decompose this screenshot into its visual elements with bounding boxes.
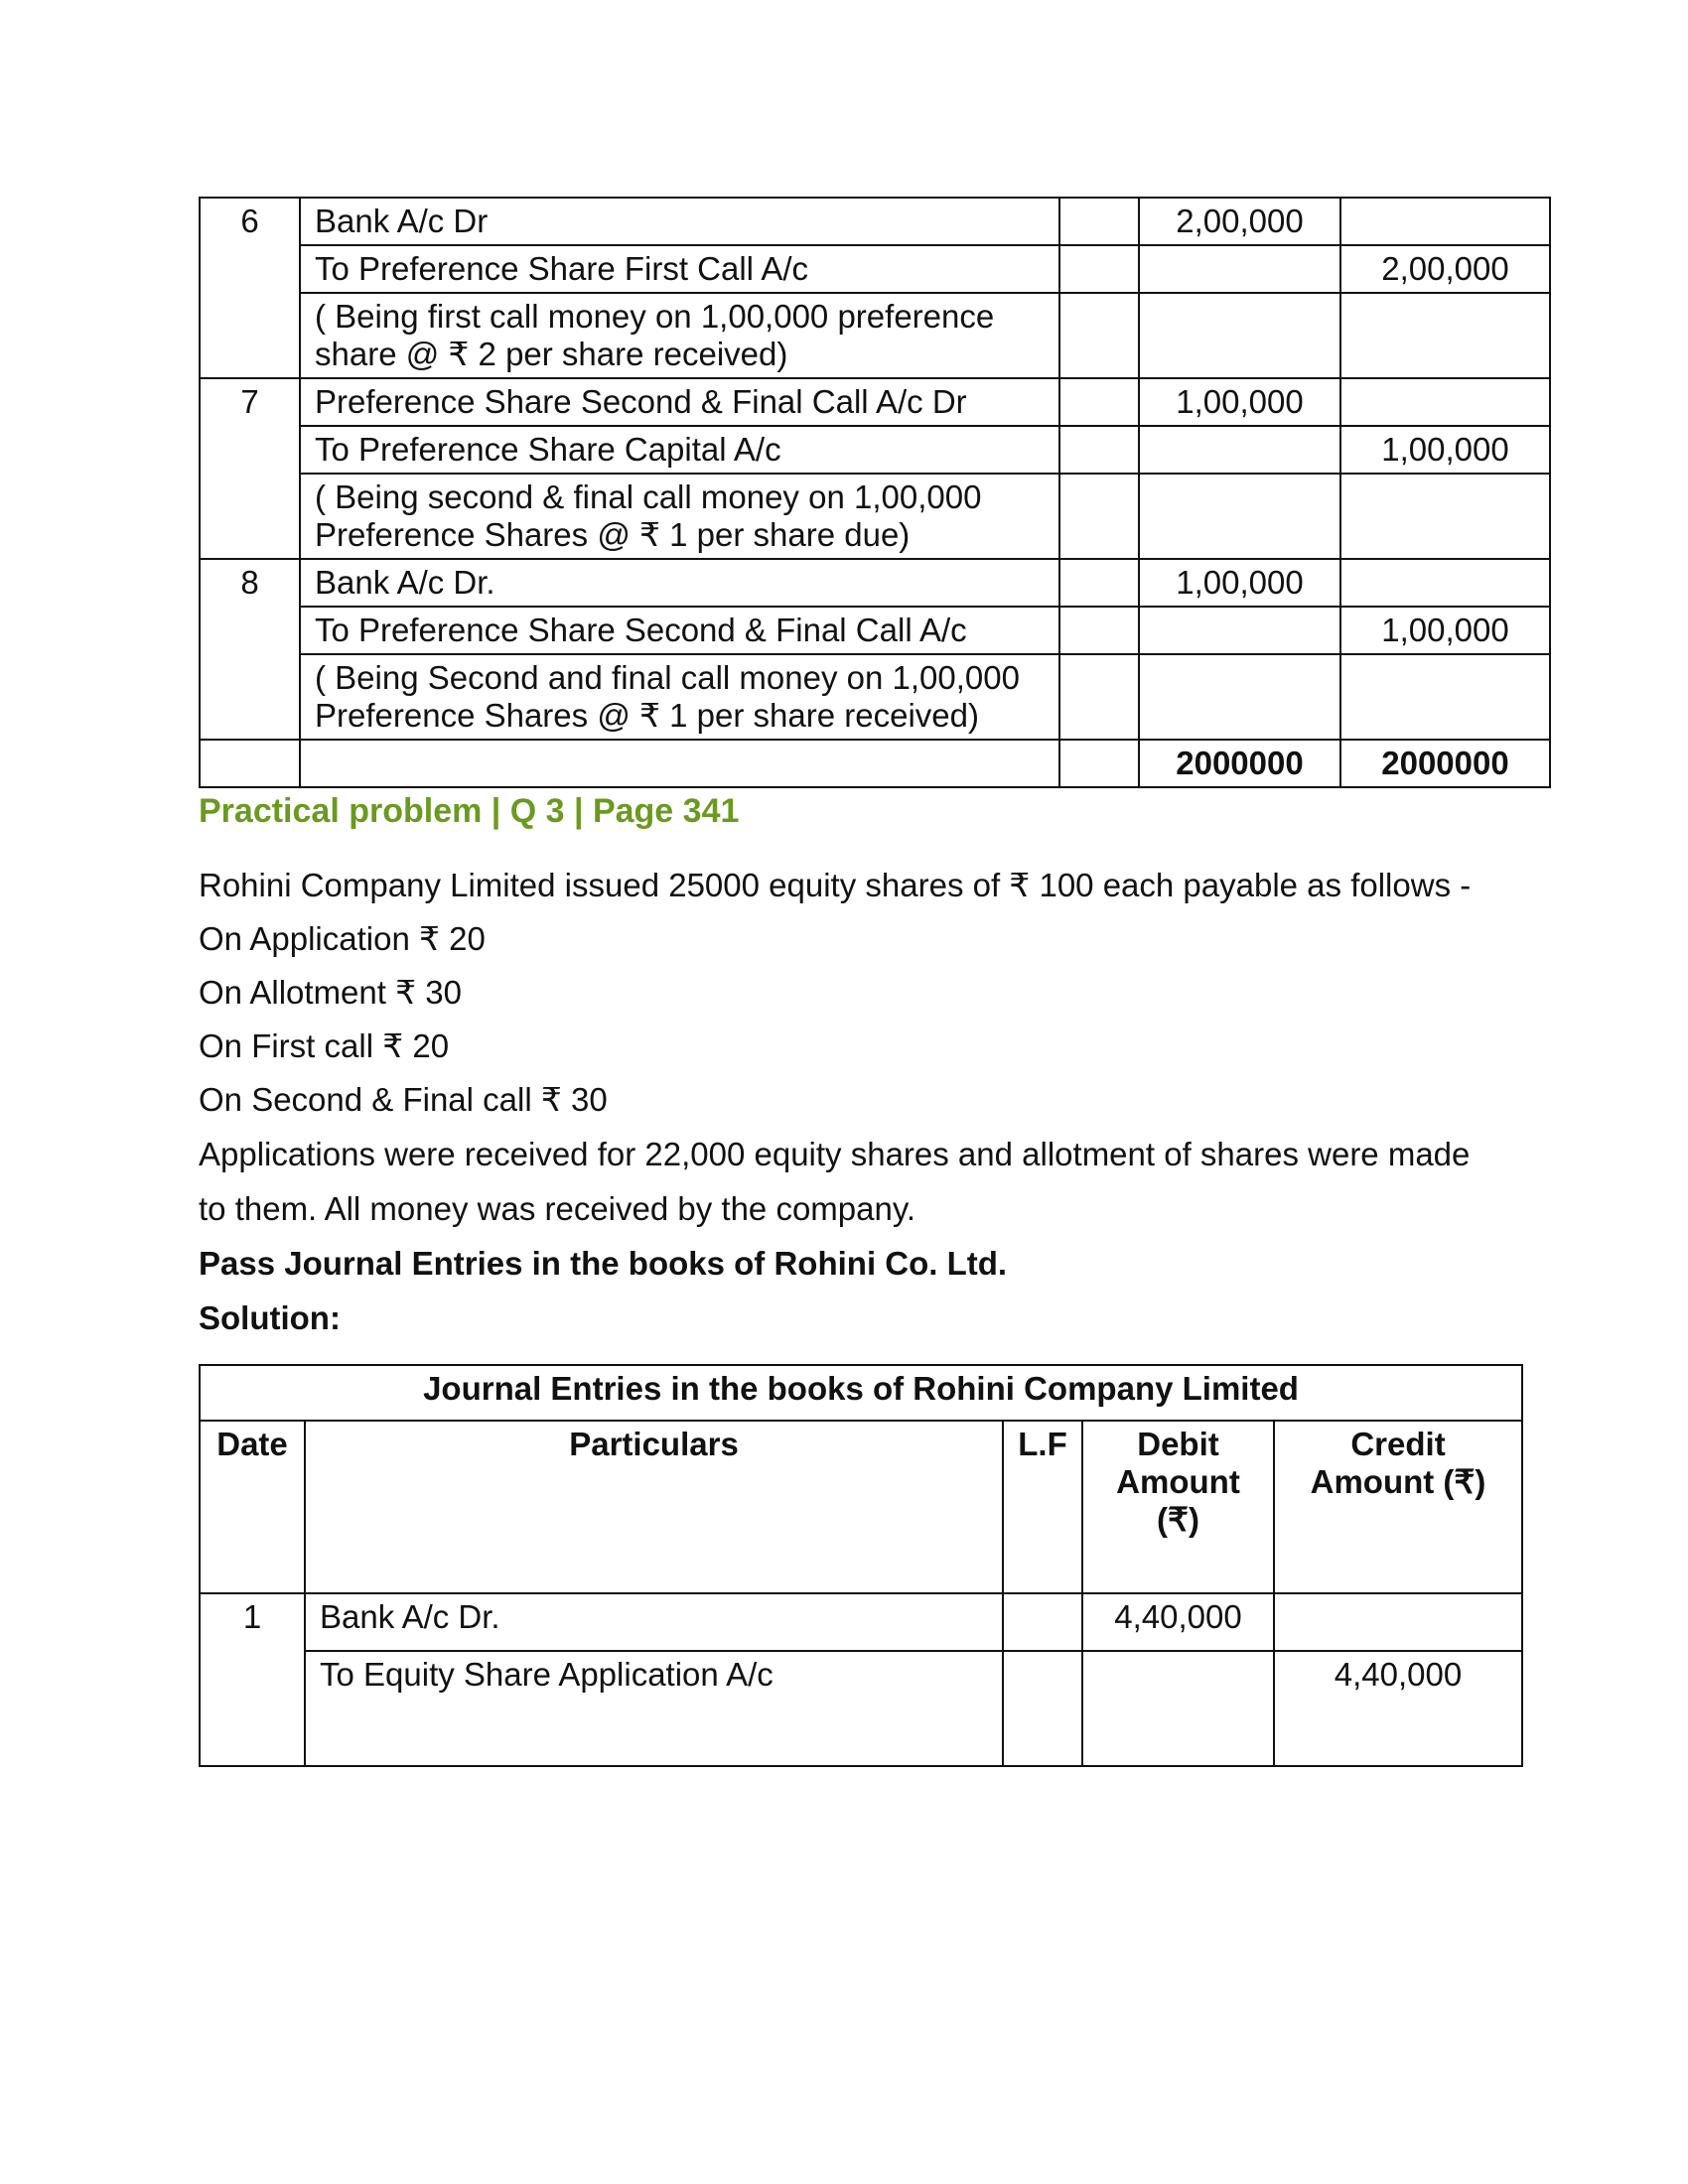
problem-instruction: Pass Journal Entries in the books of Rohini Co. Ltd.	[199, 1245, 1008, 1282]
credit-cell: 1,00,000	[1340, 426, 1550, 474]
header-debit-amount: Debit Amount (₹)	[1082, 1421, 1274, 1593]
credit-cell: 4,40,000	[1274, 1651, 1522, 1766]
totals-row	[200, 740, 1550, 787]
particulars-cell: Bank A/c Dr.	[300, 559, 1059, 607]
problem-intro: Rohini Company Limited issued 25000 equity shares of ₹ 100 each payable as follows -	[199, 867, 1472, 903]
credit-cell	[1340, 293, 1550, 378]
debit-cell	[1139, 426, 1340, 474]
table-row	[200, 426, 1550, 474]
particulars-cell: To Preference Share First Call A/c	[300, 245, 1059, 293]
table-header-row	[200, 1421, 1522, 1593]
narration-cell: ( Being first call money on 1,00,000 preference share @ ₹ 2 per share received)	[300, 293, 1059, 378]
solution-label: Solution:	[199, 1299, 341, 1336]
lf-cell	[1059, 293, 1139, 378]
lf-cell	[1059, 654, 1139, 740]
credit-cell	[1340, 378, 1550, 426]
lf-cell	[1059, 607, 1139, 654]
header-lf: L.F	[1003, 1421, 1082, 1593]
debit-cell	[1139, 607, 1340, 654]
empty-cell	[300, 740, 1059, 787]
installment-final-call: On Second & Final call ₹ 30	[199, 1081, 608, 1118]
credit-cell	[1274, 1593, 1522, 1651]
debit-cell	[1139, 474, 1340, 559]
journal-table-solution	[199, 1364, 1523, 1767]
header-date: Date	[200, 1421, 305, 1593]
credit-cell	[1340, 198, 1550, 245]
journal-table-continuation	[199, 197, 1551, 788]
table-row	[200, 378, 1550, 426]
table-row	[200, 559, 1550, 607]
total-credit: 2000000	[1340, 740, 1550, 787]
lf-cell	[1059, 245, 1139, 293]
header-particulars: Particulars	[305, 1421, 1003, 1593]
particulars-cell: Bank A/c Dr.	[305, 1593, 1003, 1651]
lf-cell	[1059, 740, 1139, 787]
credit-cell	[1340, 559, 1550, 607]
table-row	[200, 1651, 1522, 1766]
table-title-row	[200, 1365, 1522, 1421]
debit-cell: 2,00,000	[1139, 198, 1340, 245]
debit-cell	[1139, 245, 1340, 293]
lf-cell	[1059, 474, 1139, 559]
table-row	[200, 474, 1550, 559]
table-row	[200, 607, 1550, 654]
table-row	[200, 293, 1550, 378]
debit-cell: 1,00,000	[1139, 559, 1340, 607]
particulars-cell: To Preference Share Second & Final Call A/c	[300, 607, 1059, 654]
table-row	[200, 654, 1550, 740]
installment-allotment: On Allotment ₹ 30	[199, 974, 462, 1011]
credit-cell: 1,00,000	[1340, 607, 1550, 654]
particulars-cell: Preference Share Second & Final Call A/c Dr	[300, 378, 1059, 426]
problem-paragraph-line-1: Applications were received for 22,000 equity shares and allotment of shares were made	[199, 1136, 1471, 1172]
total-debit: 2000000	[1139, 740, 1340, 787]
debit-cell: 4,40,000	[1082, 1593, 1274, 1651]
debit-cell	[1139, 654, 1340, 740]
credit-cell: 2,00,000	[1340, 245, 1550, 293]
lf-cell	[1059, 378, 1139, 426]
lf-cell	[1059, 426, 1139, 474]
debit-cell	[1139, 293, 1340, 378]
narration-cell: ( Being Second and final call money on 1,00,000 Preference Shares @ ₹ 1 per share received)	[300, 654, 1059, 740]
particulars-cell: To Equity Share Application A/c	[305, 1651, 1003, 1766]
header-credit-amount: Credit Amount (₹)	[1274, 1421, 1522, 1593]
entry-number: 1	[200, 1593, 305, 1766]
empty-cell	[200, 740, 300, 787]
table-title: Journal Entries in the books of Rohini Company Limited	[200, 1365, 1522, 1421]
entry-number: 8	[200, 559, 300, 740]
particulars-cell: To Preference Share Capital A/c	[300, 426, 1059, 474]
lf-cell	[1003, 1651, 1082, 1766]
entry-number: 6	[200, 198, 300, 378]
entry-number: 7	[200, 378, 300, 559]
debit-cell: 1,00,000	[1139, 378, 1340, 426]
lf-cell	[1059, 559, 1139, 607]
installment-first-call: On First call ₹ 20	[199, 1027, 450, 1064]
narration-cell: ( Being second & final call money on 1,00,000 Preference Shares @ ₹ 1 per share due)	[300, 474, 1059, 559]
table-row	[200, 245, 1550, 293]
credit-cell	[1340, 654, 1550, 740]
credit-cell	[1340, 474, 1550, 559]
table-row	[200, 1593, 1522, 1651]
table-row	[200, 198, 1550, 245]
lf-cell	[1003, 1593, 1082, 1651]
problem-heading: Practical problem | Q 3 | Page 341	[199, 792, 740, 830]
lf-cell	[1059, 198, 1139, 245]
particulars-cell: Bank A/c Dr	[300, 198, 1059, 245]
problem-paragraph-line-2: to them. All money was received by the company.	[199, 1190, 916, 1227]
debit-cell	[1082, 1651, 1274, 1766]
installment-application: On Application ₹ 20	[199, 920, 486, 957]
